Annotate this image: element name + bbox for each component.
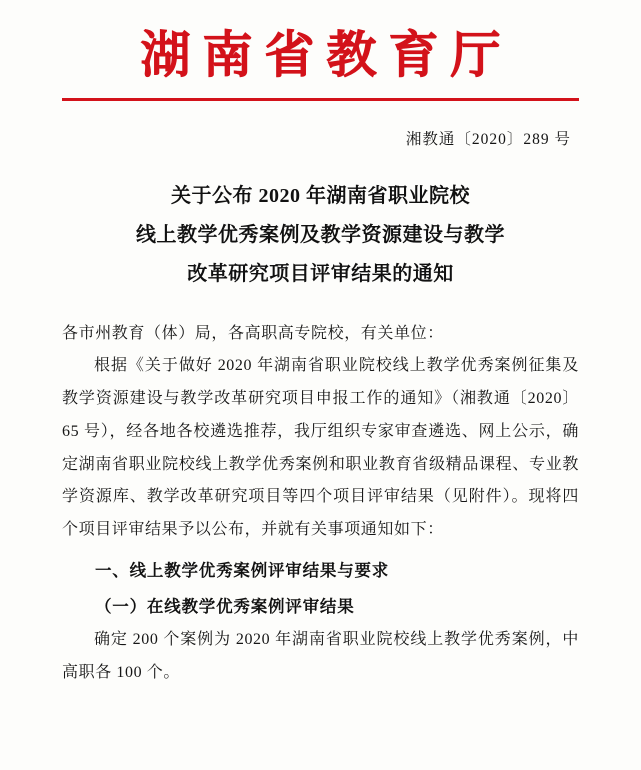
masthead-title: 湖南省教育厅	[140, 25, 513, 84]
section-heading-1: 一、线上教学优秀案例评审结果与要求	[95, 561, 390, 581]
masthead	[62, 0, 579, 101]
page-title-line-2: 线上教学优秀案例及教学资源建设与教学	[136, 223, 505, 246]
salutation: 各市州教育（体）局，各高职高专院校，有关单位：	[62, 324, 444, 342]
body-paragraph-1: 根据《关于做好 2020 年湖南省职业院校线上教学优秀案例征集及教学资源建设与教学改革研究项目申报工作的通知》（湘教通〔2020〕65 号），经各地各校遴选推荐，我厅组织专家审查遴选、网上公示，确定湖南省职业院校线上教学优秀案例和职业教育省级精品课程、专业教学资源库、教学改革研究项目等四个项目评审结果（见附件）。现将四个项目评审结果予以公布，并就有关事项通知如下：	[62, 357, 579, 539]
page-title	[62, 177, 579, 294]
masthead-divider	[62, 98, 579, 101]
section-heading-2: （一）在线教学优秀案例评审结果	[95, 596, 355, 616]
page-title-line-3: 改革研究项目评审结果的通知	[187, 262, 454, 285]
document-number-row	[62, 127, 579, 149]
document-body	[62, 318, 579, 690]
page-title-line-1: 关于公布 2020 年湖南省职业院校	[171, 184, 470, 207]
body-paragraph-2: 确定 200 个案例为 2020 年湖南省职业院校线上教学优秀案例，中高职各 100 个。	[62, 631, 579, 681]
document-number: 湘教通〔2020〕289 号	[405, 130, 571, 148]
